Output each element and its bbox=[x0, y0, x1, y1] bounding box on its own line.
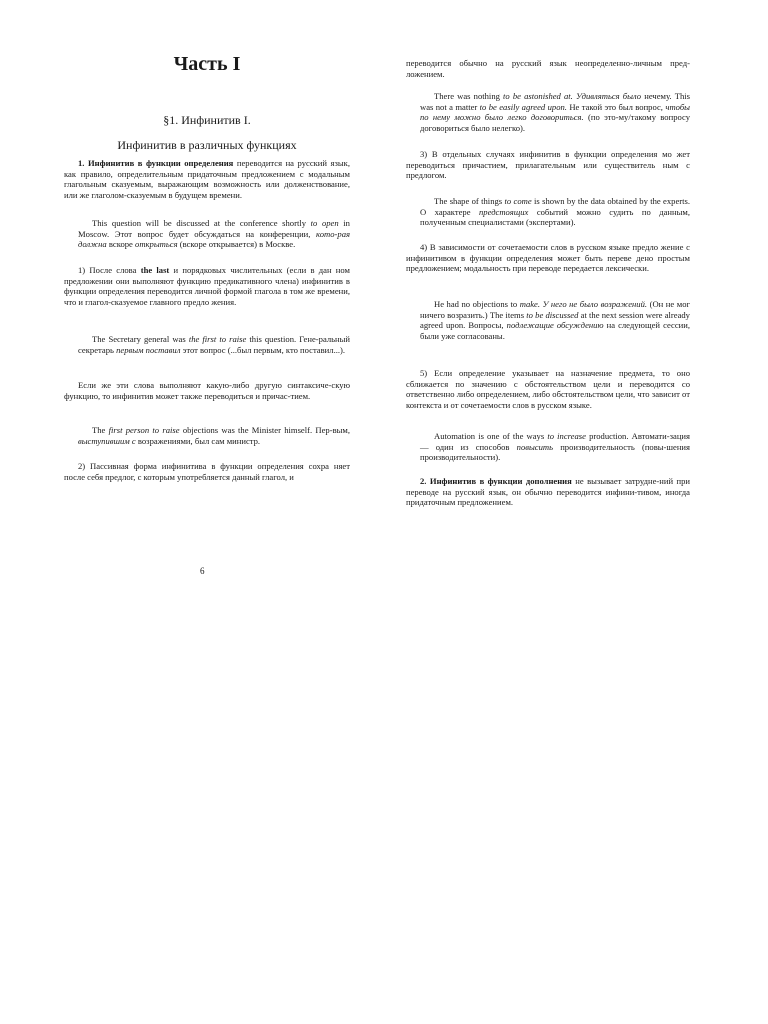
example-text: вскоре bbox=[108, 239, 133, 250]
example-text: (вскоре открывается) в Москве. bbox=[179, 239, 296, 250]
term-bold: the last bbox=[140, 265, 170, 275]
paragraph-text: не вызывает затрудне-ний при переводе на русский язык, он обычно переводится инфини-тивом, иногда придаточным предложением. bbox=[406, 476, 690, 508]
example-italic: make. bbox=[519, 299, 541, 309]
paragraph-participle: 3) В отдельных случаях инфинитив в функции определения мо жет переводиться причастием, прилагательным или существитель ным с предлогом. bbox=[406, 149, 690, 181]
example-text: The shape of things bbox=[434, 196, 503, 206]
example-text: The bbox=[92, 425, 106, 435]
example-text: The items bbox=[489, 309, 525, 320]
example-italic: открыться bbox=[135, 239, 178, 250]
term-bold: Инфинитив в функции определения bbox=[87, 158, 234, 168]
paragraph-infinitive-object bbox=[406, 476, 690, 508]
example-text: The Secretary general was bbox=[92, 334, 186, 344]
example-italic: to be discussed bbox=[526, 309, 579, 320]
example-italic: первым поставил bbox=[116, 344, 181, 355]
example-italic: подлежащие обсуждению bbox=[506, 320, 604, 331]
paragraph-text: 1) После слова bbox=[78, 265, 137, 275]
example-text: Automation is one of the ways bbox=[434, 431, 545, 441]
example-objections bbox=[406, 299, 690, 341]
paragraph-text: переводится на русский язык, как правило, определительным придаточным предложением с модальным глагольным сказуемым, выражающим возможность или долженствование, или же глаголом-сказуемым в будущем времени. bbox=[64, 158, 350, 200]
example-text: He had no objections to bbox=[434, 299, 518, 309]
example-text: this question. Гене-ральный секретарь bbox=[78, 334, 351, 355]
example-text: Не такой это был вопрос, bbox=[569, 101, 663, 112]
paragraph-compatibility: 4) В зависимости от сочетаемости слов в русском языке предло жение с инфинитивом в функции определения может быть переве дено простым предложением; модальность при переводе передается лексически. bbox=[406, 242, 690, 274]
example-text: (по это-му/такому вопросу договориться было нелегко). bbox=[420, 112, 691, 133]
example-text: возражениями, был сам министр. bbox=[137, 435, 261, 446]
example-italic: the first to raise bbox=[188, 334, 247, 344]
paragraph-purpose: 5) Если определение указывает на назначение предмета, то оно сближается по значению с обстоятельством цели и переводится со ответственно либо определением, либо обстоятельством цели, что зависит от контекста и от сочетаемости слов в русском языке. bbox=[406, 368, 690, 410]
example-conference bbox=[64, 218, 350, 250]
subsection-title: Инфинитив в различных функциях bbox=[117, 138, 297, 152]
example-shape-of-things bbox=[406, 196, 690, 228]
example-italic: Удивляться было bbox=[575, 91, 642, 101]
example-minister bbox=[64, 425, 350, 446]
example-text: (Он не мог ничего возразить.) bbox=[420, 299, 691, 320]
paragraph-number: 1. bbox=[78, 158, 85, 168]
example-text: This question will be discussed at the conference shortly bbox=[92, 218, 307, 228]
example-text: этот вопрос (...был первым, кто поставил...). bbox=[182, 344, 346, 355]
example-text: нечему. bbox=[644, 91, 672, 101]
part-title: Часть I bbox=[173, 53, 241, 75]
example-automation bbox=[406, 431, 690, 463]
example-italic: повысить bbox=[516, 441, 554, 452]
example-text: This was not a matter bbox=[420, 91, 690, 112]
example-astonished bbox=[406, 91, 690, 133]
example-italic: to be easily agreed upon. bbox=[479, 101, 567, 112]
example-text: at the next session were already agreed upon. Вопросы, bbox=[420, 309, 690, 331]
example-text: is shown by the data obtained by the experts. О характере bbox=[420, 196, 691, 217]
example-italic: чтобы по нему можно было легко договориться. bbox=[420, 101, 690, 123]
paragraph-other-function: Если же эти слова выполняют какую-либо другую синтаксиче-скую функцию, то инфинитив может также переводиться и причас-тием. bbox=[64, 380, 350, 401]
example-italic: to increase bbox=[547, 431, 586, 441]
example-italic: У него не было возражений. bbox=[542, 299, 648, 309]
example-italic: to open bbox=[310, 218, 339, 228]
example-text: There was nothing bbox=[434, 91, 500, 101]
paragraph-text: и порядковых числительных (если в дан ном предложении они выполняют функцию предикативного члена) инфинитив в функции определения переводится личной формой глагола в том же времени, что и глагол-сказуемое главного предло жения. bbox=[64, 265, 350, 307]
example-text: на следующей сессии, были уже согласованы. bbox=[420, 320, 690, 341]
section-title: §1. Инфинитив I. bbox=[163, 113, 251, 127]
paragraph-infinitive-attribute bbox=[64, 158, 350, 200]
example-text: production. Автомати-зация — один из способов bbox=[420, 431, 690, 452]
example-text: событий можно судить по данным, полученным специалистами (экспертами). bbox=[420, 206, 690, 228]
example-italic: to come bbox=[504, 196, 532, 206]
paragraph-number: 2. bbox=[420, 476, 427, 486]
page-number: 6 bbox=[200, 566, 205, 576]
paragraph-passive-form: 2) Пассивная форма инфинитива в функции определения сохра няет после себя предлог, с которым употребляется данный глагол, и bbox=[64, 461, 350, 482]
example-italic: first person to raise bbox=[108, 425, 180, 435]
example-text: objections was the Minister himself. Пер-вым, bbox=[182, 425, 350, 435]
example-italic: кото-рая должна bbox=[78, 228, 350, 250]
example-text: in Moscow. Этот вопрос будет обсуждаться на конференции, bbox=[78, 218, 350, 239]
example-italic: to be astonished at. bbox=[503, 91, 573, 101]
example-secretary bbox=[64, 334, 350, 355]
paragraph-the-last bbox=[64, 265, 350, 307]
example-text: производительность (повы-шения производительности). bbox=[420, 441, 690, 463]
example-italic: предстоящих bbox=[479, 206, 529, 217]
paragraph-continuation: переводится обычно на русский язык неопределенно-личным пред-ложением. bbox=[406, 58, 690, 79]
term-bold: Инфинитив в функции дополнения bbox=[429, 476, 572, 486]
example-italic: выступившим с bbox=[78, 435, 136, 446]
